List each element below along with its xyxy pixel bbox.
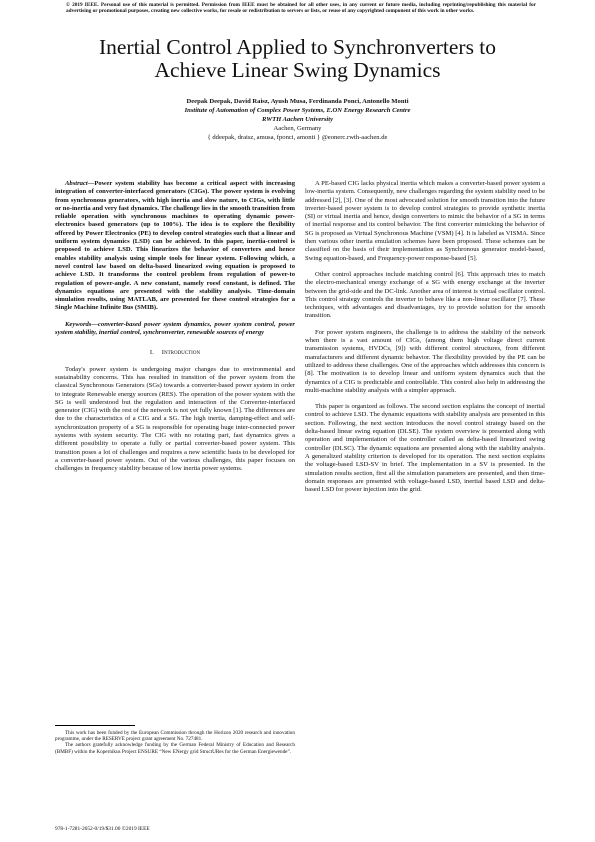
author-location: Aachen, Germany [273, 124, 322, 132]
author-names: Deepak Deepak, David Raisz, Ayush Musa, Ferdinanda Ponci, Antonello Monti [186, 98, 409, 105]
abstract [55, 180, 295, 313]
isbn-line: 978-1-7281-2652-0/19/$31.00 ©2019 IEEE [55, 826, 150, 832]
abstract-label: Abstract [65, 180, 88, 187]
keywords [55, 321, 295, 338]
right-paragraph-4: This paper is organized as follows. The second section explains the concept of inertial control to achieve LSD. The dynamic equations with stability analysis are presented in this section. Following, the next section introduces the novel control strategy based on the delta-based linear swing equation (DLSE). The system overview is presented along with operation and implementation of the controller called as delta-based linearized swing controller (DLSC). The dynamic equations are presented along with the stability analysis. A generalized stability criterion is developed for its operation. The next section explains the voltage-based LSD-SV in brief. The implementation in a SV is presented. In the simulation results section, first all the simulation parameters are presented, and then time-domain responses are presented with voltage-based LSD, inertial based LSD and delta-based LSD for power injection into the grid. [305, 403, 545, 494]
right-column [305, 180, 545, 494]
footnote-funding: This work has been funded by the European Commission through the Horizon 2020 research and innovation programme, under the RESERVE project grant agreement No. 727481. [55, 730, 295, 743]
author-university: RWTH Aachen University [261, 115, 334, 123]
section-title: Introduction [161, 349, 201, 357]
right-paragraph-2: Other control approaches include matching control [6]. This approach tries to match the electro-mechanical energy exchange of a SG with energy exchange at the inverter between the grid-side and the DC-link. Another area of interest is virtual oscillator control. This control strategy controls the inverter to behave like a non-linear oscillator [7]. These techniques, with advantages and disadvantages, try to provide solution for the smooth transition. [305, 270, 545, 320]
footnotes [55, 730, 295, 755]
footnote-divider [55, 725, 135, 726]
intro-paragraph-1: Today's power system is undergoing major changes due to environmental and sustainability concerns. This has resulted in transition of the power system from the classical Synchronous Generators (SGs) towards a converter-based power system in order to integrate Renewable energy sources (RES). The operation of the power system with the SG is well understood but the regulation and interaction of the Converter-interfaced generator (CIG) with the rest of the network is not yet fully known [1]. The differences are due to the characteristics of a CIG and a SG. The high inertia, damping-effect and self-synchronization property of a SG is responsible for operating huge inter-connected power systems with system security. The CIG with no rotating part, fast dynamics gives a different possibility to operate a fully or partial converter-based power system. This transition poses a lot of challenges and requires a new scientific basis to be developed for a converter-based power system. Out of the various challenges, this paper focuses on challenges in frequency stability because of low inertia power systems. [55, 365, 295, 473]
right-paragraph-3: For power system engineers, the challenge is to address the stability of the network when there is a vast amount of CIGs, (among them high voltage direct current transmission systems, HVDCs, [9]) with different control structures, from different manufacturers and different dynamic behavior. The flexibility provided by the PE can be utilized to address these challenges. One of the approaches which addresses this concern is [8]. The motivation is to develop linear and uniform system dynamics such that the dynamics of a CIG is predictable and controllable. This control also help in addressing the multi-machine stability analysis with a simpler approach. [305, 328, 545, 394]
title-line-1: Inertial Control Applied to Synchronverters to [98, 35, 497, 59]
title-line-2: Achieve Linear Swing Dynamics [154, 58, 441, 82]
section-number: I. [149, 349, 154, 357]
author-block [60, 98, 535, 143]
abstract-text: —Power system stability has become a critical aspect with increasing integration of converter-interfaced generators (CIGs). The power system is evolving from synchronous generators, with high inertia and slow nature, to CIGs, with little or no-inertia and very fast dynamics. The challenge lies in the smooth transition from reliable operation with synchronous machines to operating dynamic power-electronics based generators (up to 100%). The idea is to explore the flexibility offered by Power Electronics (PE) to develop control strategies such that a linear and uniform system dynamics (LSD) can be achieved. In this paper, inertia-control is proposed to achieve LSD. This linearizes the behavior of converters and hence enables stability analysis using simple tools for linear system. Following which, a novel control law based on delta-based linearized swing equation is proposed to achieve LSD. It transforms the control problem from regulation of power-to regulation of power-angle. A new constant, namely roesf constant, is defined. The dynamics equations are presented with the stability analysis. Time-domain simulation results, using MATLAB, are presented for these control strategies for a Single Machine Infinite Bus (SMIB). [55, 180, 295, 312]
keywords-label: Keywords [65, 320, 92, 328]
author-emails: { ddeepak, draisz, amusa, fponci, amonti } @eonerc.rwth-aachen.de [207, 133, 388, 141]
copyright-notice: © 2019 IEEE. Personal use of this material is permitted. Permission from IEEE must be obtained for all other uses, in any current or future media, including reprinting/republishing this material for advertising or promotional purposes, creating new collective works, for resale or redistribution to servers or lists, or reuse of any copyrighted component of this work in other works. [66, 2, 536, 15]
paper-title [40, 36, 555, 82]
left-column [55, 180, 295, 474]
footnote-acknowledgement: The authors gratefully acknowledge funding by the German Federal Ministry of Education and Research (BMBF) within the Kopernikus Project ENSURE “New ENergy grid StructURes for the German Energiewende”. [55, 742, 295, 755]
keywords-text: —converter-based power system dynamics, power system control, power system stability, inertial control, synchronverter, renewable sources of energy [55, 320, 295, 337]
right-paragraph-1: A PE-based CIG lacks physical inertia which makes a converter-based power system a low-inertia system. Consequently, new challenges regarding the system stability need to be addressed [2], [3]. One of the most advocated solution for smooth transition into the future inverter-based power system is to develop control strategies to provide synthetic inertia (SI) or virtual inertia and hence, design converters to mimic the behavior of a SG in terms of inertial response and its control behavior. The first converter mimicking the behavior of SG is proposed as Virtual Synchronous Machine (VSM) [4]. It is labeled as VISMA. Since then various other inertia emulation schemes have been proposed. These schemes can be classified on the basis of their implementation as Synchronous generator model-based, Swing equation-based, and Frequency-power response-based [5]. [305, 180, 546, 262]
section-heading-introduction [55, 349, 295, 357]
author-institute: Institute of Automation of Complex Power Systems, E.ON Energy Research Centre [184, 106, 411, 114]
